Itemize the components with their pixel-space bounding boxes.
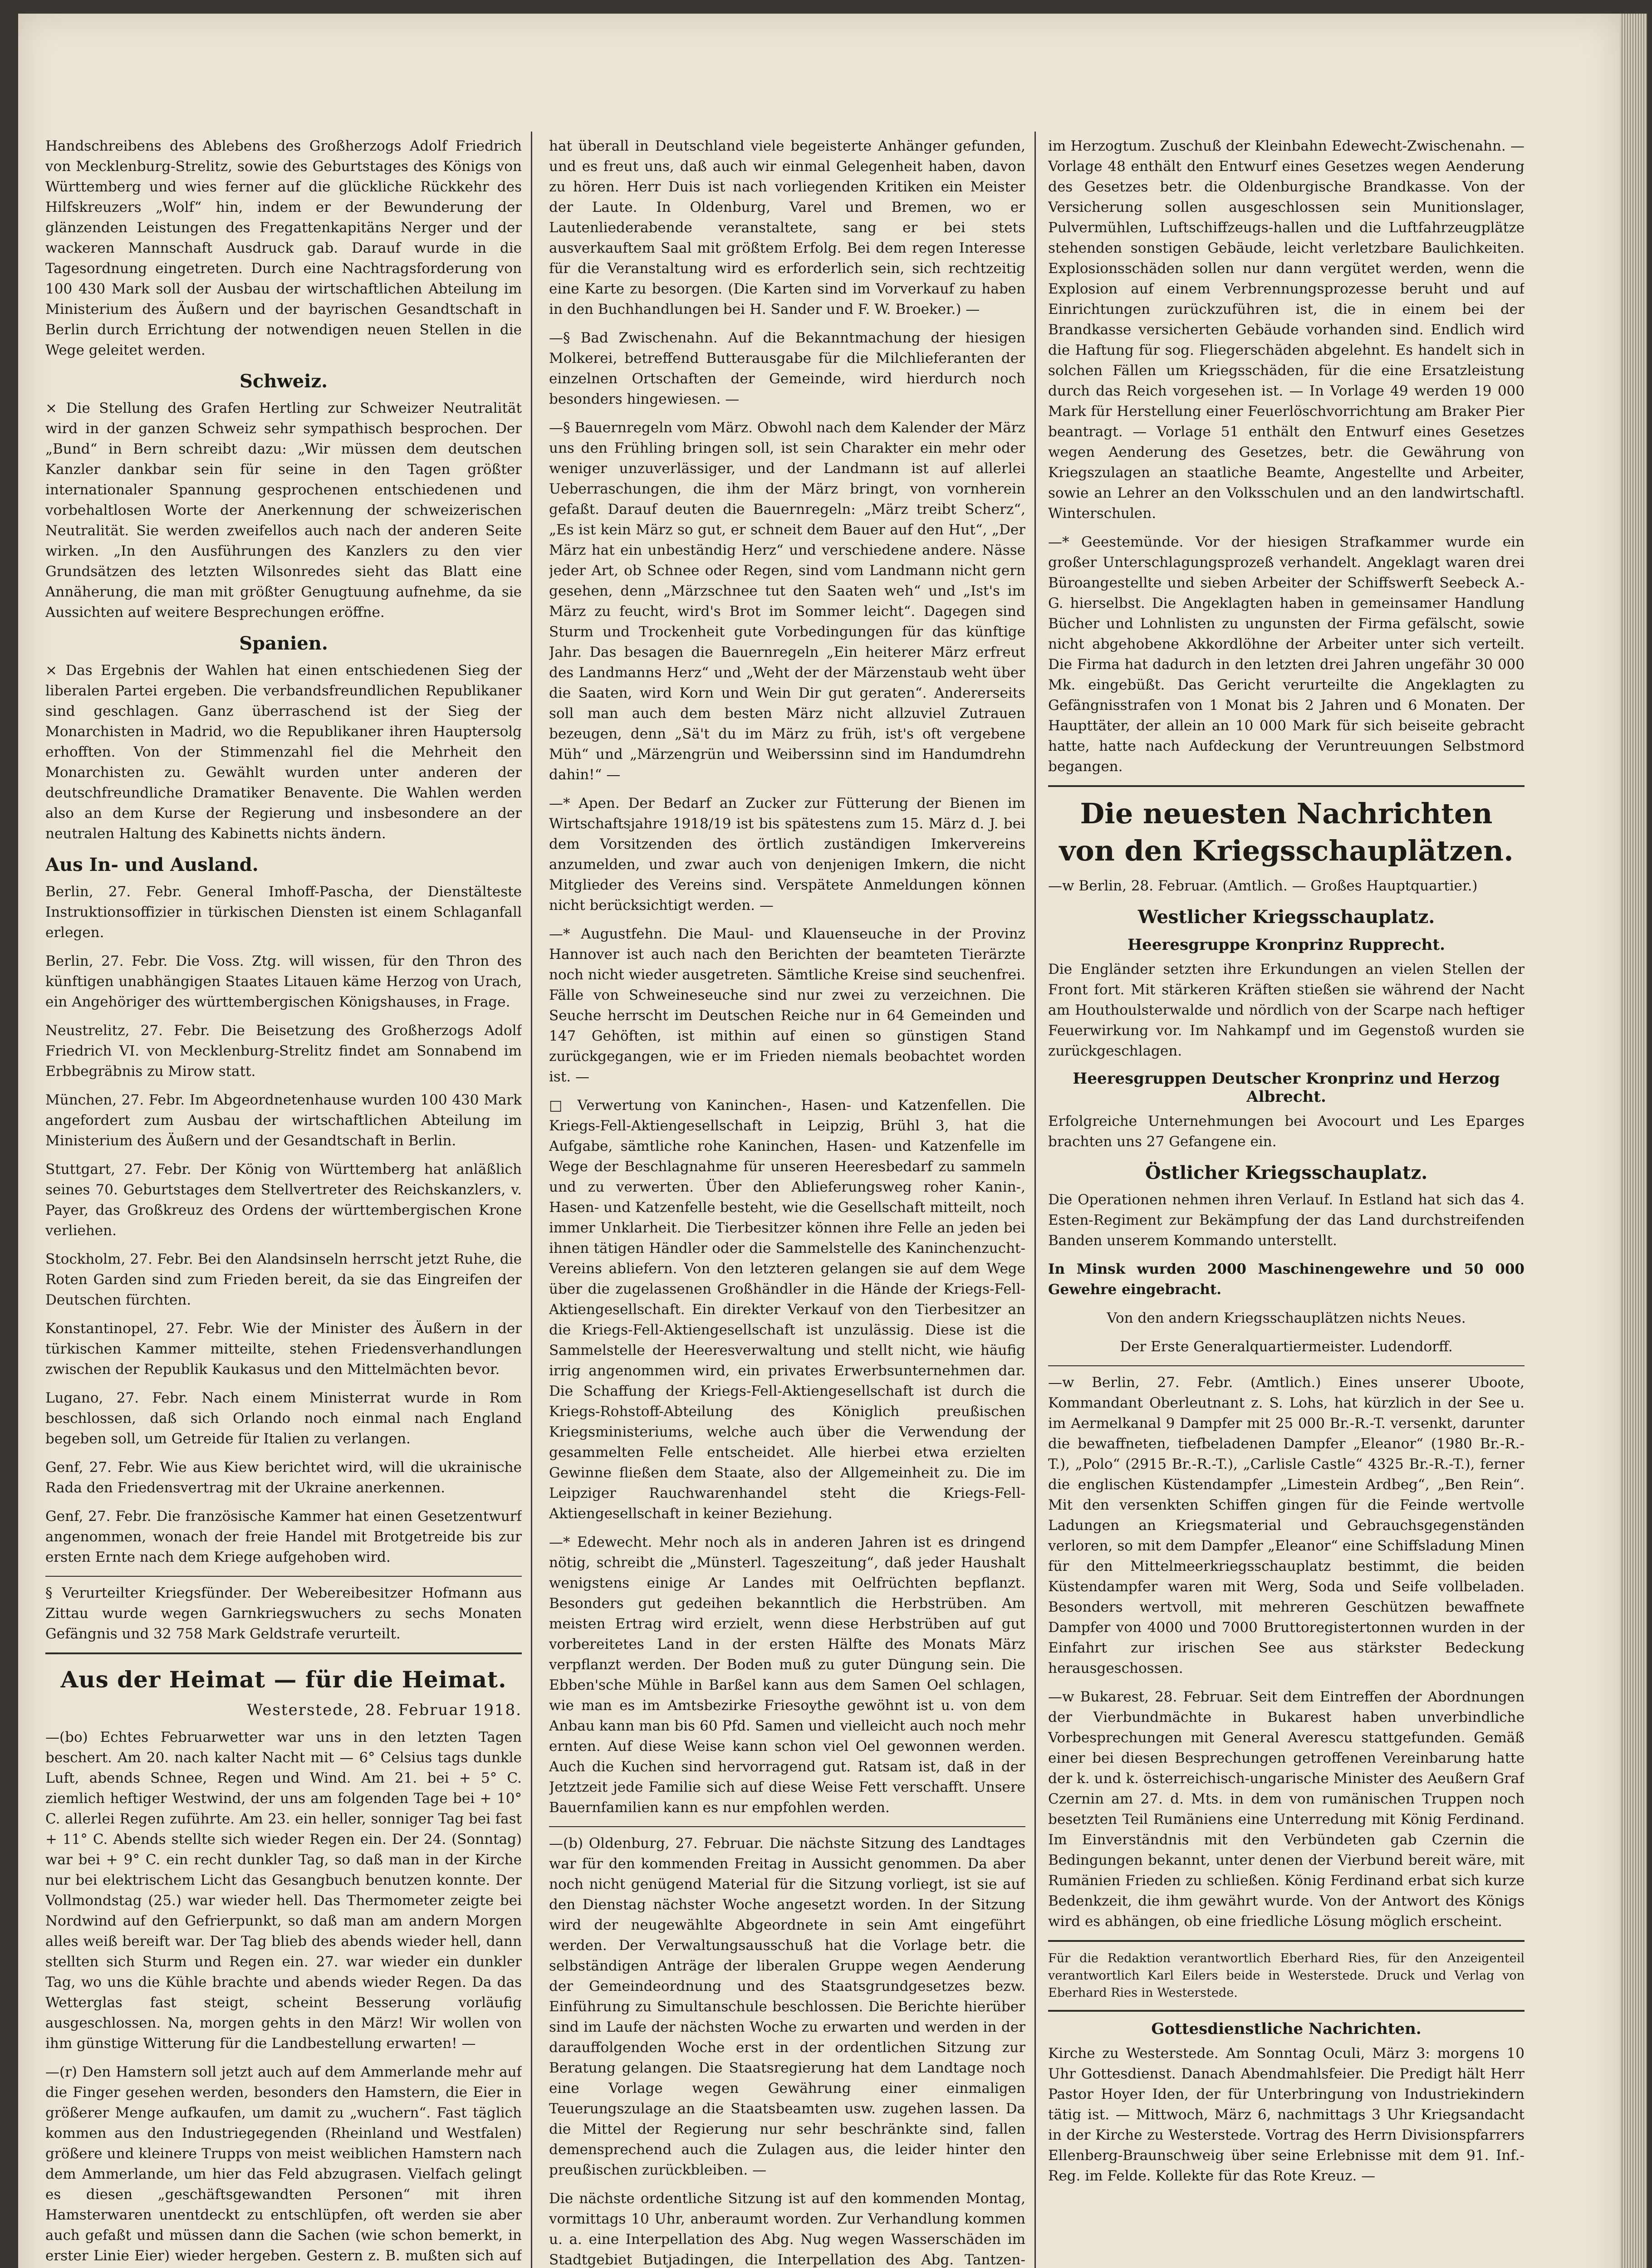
news-item: Berlin, 27. Febr. Die Voss. Ztg. will wissen, für den Thron des künftigen unabhängigen Staates Litauen käme Herzog von Urach, ein Angehöriger des württembergischen Königshauses, in Frage. — [45, 953, 522, 1010]
divider — [1048, 1365, 1525, 1366]
column-2 — [549, 136, 1025, 2268]
schweiz-heading: Schweiz. — [239, 371, 328, 392]
west-heading: Westlicher Kriegsschauplatz. — [1137, 906, 1435, 928]
column-rule — [531, 132, 532, 2268]
albrecht-paragraph: Erfolgreiche Unternehmungen bei Avocourt und Les Eparges brachten uns 27 Gefangene ein. — [1048, 1113, 1525, 1150]
divider — [1048, 1940, 1525, 1942]
war-news-heading: Die neuesten Nachrichten von den Kriegsschauplätzen. — [1059, 797, 1514, 867]
albrecht-heading: Heeresgruppen Deutscher Kronprinz und Herzog Albrecht. — [1073, 1070, 1500, 1106]
divider — [549, 1826, 1025, 1827]
news-item: Genf, 27. Febr. Die französische Kammer hat einen Gesetzentwurf angenommen, wonach der freie Handel mit Brotgetreide bis zur ersten Ernte nach dem Kriege aufgehoben wird. — [45, 1508, 522, 1565]
heimat-heading: Aus der Heimat — für die Heimat. — [60, 1666, 507, 1693]
local-item: Die nächste ordentliche Sitzung ist auf den kommenden Montag, vormittags 10 Uhr, anberaumt worden. Zur Verhandlung kommen u. a. eine Interpellation des Abg. Nug wegen Wasserschäden im Stadtgebiet Butjadingen, die Interpellation des Abg. Tantzen- — [549, 2190, 1025, 2268]
news-item: Berlin, 27. Febr. General Imhoff-Pascha, der Dienstälteste Instruktionsoffizier in türkischen Diensten ist einem Schlaganfall erlegen. — [45, 884, 522, 941]
news-item: Lugano, 27. Febr. Nach einem Ministerrat wurde in Rom beschlossen, daß sich Orlando noch einmal nach England begeben soll, um Getreide für Italien zu verlangen. — [45, 1390, 522, 1447]
heimat-paragraph: —(bo) Echtes Februarwetter war uns in den letzten Tagen beschert. Am 20. nach kalter Nacht mit — 6° Celsius tags dunkle Luft, abends Schnee, Regen und Wind. Am 21. bei + 5° C. ziemlich heftiger Westwind, der uns am folgenden Tage bei + 10° C. allerlei Regen zuführte. Am 23. ein heller, sonniger Tag bei fast + 11° C. Abends stellte sich wieder Regen ein. Der 24. (Sonntag) war bei + 9° C. ein recht dunkler Tag, so daß man in der Kirche nur bei elektrischem Licht das Gesangbuch benutzen konnte. Der Vollmondstag (25.) war wieder hell. Das Thermometer zeigte bei Nordwind auf den Gefrierpunkt, so daß man am andern Morgen alles weiß bereift war. Der Tag blieb des abends wieder hell, dann stellten sich Sturm und Regen ein. 27. war wieder ein dunkler Tag, wo uns die Kühle brachte und abends wieder Regen. Da das Wetterglas fast steigt, scheint Besserung vorläufig ausgeschlossen. Na, morgen gehts in den März! Wir wollen von ihm günstige Witterung für die Landbestellung erwarten! — — [45, 1729, 522, 2052]
column-3 — [1048, 136, 1525, 2195]
spanien-heading: Spanien. — [239, 633, 328, 654]
news-item: Konstantinopel, 27. Febr. Wie der Minister des Äußern in der türkischen Kammer mitteilte, stehen Friedensverhandlungen zwischen der Republik Kaukasus und den Mittelmächten bevor. — [45, 1320, 522, 1378]
andere-line: Von den andern Kriegsschauplätzen nichts Neues. — [1107, 1310, 1466, 1326]
minsk-paragraph: In Minsk wurden 2000 Maschinengewehre und 50 000 Gewehre eingebracht. — [1048, 1261, 1525, 1298]
intro-paragraph: Handschreibens des Ablebens des Großherzogs Adolf Friedrich von Mecklenburg-Strelitz, sowie des Geburtstages des Königs von Württemberg und wies ferner auf die glückliche Rückkehr des Hilfskreuzers „Wolf“ hin, indem er der Bewunderung der glänzenden Leistungen des Fregattenkapitäns Nerger und der wackeren Mannschaft Ausdruck gab. Darauf wurde in die Tagesordnung eingetreten. Durch eine Nachtragsforderung von 100 430 Mark soll der Ausbau der wirtschaftlichen Abteilung im Ministerium des Äußern und der bayrischen Gesandtschaft in Berlin durch Errichtung der notwendigen neuen Stellen in die Wege geleitet werden. — [45, 138, 522, 358]
rupprecht-heading: Heeresgruppe Kronprinz Rupprecht. — [1127, 936, 1445, 954]
inaus-heading: Aus In- und Ausland. — [45, 854, 259, 875]
uboote-paragraph: —w Berlin, 27. Febr. (Amtlich.) Eines unserer Uboote, Kommandant Oberleutnant z. S. Lohs, hat kürzlich in der See u. im Aermelkanal 9 Dampfer mit 25 000 Br.-R.-T. versenkt, darunter die bewaffneten, tiefbeladenen Dampfer „Eleanor“ (1980 Br.-R.-T.), „Polo“ (2915 Br.-R.-T.), „Carlisle Castle“ 4325 Br.-R.-T.), ferner die englischen Küstendampfer „Limestein Ardbeg“, „Ben Rein“. Mit den versenkten Schiffen gingen für die Feinde wertvolle Ladungen an Kriegsmaterial und Gebrauchsgegenständen verloren, so mit dem Dampfer „Eleanor“ eine Schiffsladung Minen für den Mittelmeerkriegsschauplatz bestimmt, die beiden Küstendampfer waren mit Werg, Soda und Seife vollbeladen. Besonders wertvoll, mit mehreren Geschützen bewaffnete Dampfer von 4000 und 7000 Bruttoregistertonnen wurden in der Einfahrt zur irischen See aus stärkster Bedeckung herausgeschossen. — [1048, 1374, 1525, 1677]
news-item: München, 27. Febr. Im Abgeordnetenhause wurden 100 430 Mark angefordert zum Ausbau der wirtschaftlichen Abteilung im Ministerium des Äußern und der Gesandtschaft in Berlin. — [45, 1092, 522, 1149]
heimat-paragraph: —(r) Den Hamstern soll jetzt auch auf dem Ammerlande mehr auf die Finger gesehen werden, besonders den Hamstern, die Eier in größerer Menge aufkaufen, um damit zu „wuchern“. Fast täglich kommen aus den Industriegegenden (Rheinland und Westfalen) größere und kleinere Trupps von meist weiblichen Hamstern nach dem Ammerlande, um hier das Feld abzugrasen. Vielfach gelingt es diesen „geschäftsgewandten Personen“ mit ihren Hamsterwaren unentdeckt zu entschlüpfen, oft werden sie aber auch gefaßt und müssen dann die Sachen (wie schon bemerkt, in erster Linie Eier) wieder hergeben. Gestern z. B. mußten sich auf — [45, 2064, 522, 2264]
continued-paragraph: im Herzogtum. Zuschuß der Kleinbahn Edewecht-Zwischenahn. — Vorlage 48 enthält den Entwurf eines Gesetzes wegen Aenderung des Gesetzes betr. die Oldenburgische Brandkasse. Von der Versicherung sollen ausgeschlossen sein Munitionslager, Pulvermühlen, Luftschiffzeugs-hallen und die Luftfahrzeugplätze stehenden sonstigen Gebäude, leicht verletzbare Baulichkeiten. Explosionsschäden sollen nur dann vergütet werden, wenn die Explosion auf einem Verbrennungsprozesse beruht und auf Einrichtungen zurückzuführen ist, die in einem bei der Brandkasse versicherten Gebäude vorhanden sind. Endlich wird die Haftung für sog. Fliegerschäden abgelehnt. Es handelt sich in solchen Fällen um Kriegsschäden, für die eine Ersatzleistung durch das Reich vorgesehen ist. — In Vorlage 49 werden 19 000 Mark für Herstellung einer Feuerlöschvorrichtung am Braker Pier beantragt. — Vorlage 51 enthält den Entwurf eines Gesetzes wegen Aenderung des Gesetzes, betr. die Gewährung von Kriegszulagen an staatliche Beamte, Angestellte und Arbeiter, sowie an Lehrer an den Volksschulen und an den landwirtschaftl. Winterschulen. — [1048, 138, 1525, 522]
wtb-line: —w Berlin, 28. Februar. (Amtlich. — Großes Hauptquartier.) — [1048, 878, 1478, 894]
news-item: Neustrelitz, 27. Febr. Die Beisetzung des Großherzogs Adolf Friedrich VI. von Mecklenburg-Strelitz findet am Sonnabend im Erbbegräbnis zu Mirow statt. — [45, 1022, 522, 1080]
local-item: —* Augustfehn. Die Maul- und Klauenseuche in der Provinz Hannover ist auch nach den Berichten der beamteten Tierärzte noch nicht wieder ausgetreten. Sämtliche Kreise sind seuchenfrei. Fälle von Schweineseuche sind nur zwei zu verzeichnen. Die Seuche herrscht im Deutschen Reiche nur in 64 Gemeinden und 147 Gehöften, ist mithin auf einen so günstigen Stand zurückgegangen, wie er im Frieden niemals beobachtet worden ist. — — [549, 926, 1025, 1085]
divider — [1048, 2010, 1525, 2012]
ost-paragraph: Die Operationen nehmen ihren Verlauf. In Estland hat sich das 4. Esten-Regiment zur Bekämpfung der das Land durchstreifenden Banden unserem Kommando unterstellt. — [1048, 1192, 1525, 1249]
gottesdienst-paragraph: Kirche zu Westerstede. Am Sonntag Oculi, März 3: morgens 10 Uhr Gottesdienst. Danach Abendmahlsfeier. Die Predigt hält Herr Pastor Hoyer Iden, der für Unterbringung von Industriekindern tätig ist. — Mittwoch, März 6, nachmittags 3 Uhr Kriegsandacht in der Kirche zu Westerstede. Vortrag des Herrn Divisionspfarrers Ellenberg-Braunschweig über seine Erlebnisse mit dem 91. Inf.-Reg. im Felde. Kollekte für das Rote Kreuz. — — [1048, 2045, 1525, 2184]
rupprecht-paragraph: Die Engländer setzten ihre Erkundungen an vielen Stellen der Front fort. Mit stärkeren Kräften stießen sie während der Nacht am Houthoulsterwalde und nördlich von der Scarpe nach heftiger Feuerwirkung vor. Im Nahkampf und im Gegenstoß wurden sie zurückgeschlagen. — [1048, 961, 1525, 1059]
local-item: —(b) Oldenburg, 27. Februar. Die nächste Sitzung des Landtages war für den kommenden Freitag in Aussicht genommen. Da aber noch nicht genügend Material für die Sitzung vorliegt, ist sie auf den Dienstag nächster Woche angesetzt worden. In der Sitzung wird der neugewählte Abgeordnete in sein Amt eingeführt werden. Der Verwaltungsausschuß hat die Vorlage betr. die selbständigen Anträge der liberalen Gruppe wegen Aenderung der Gemeindeordnung und des Staatsgrundgesetzes bezw. Einführung zu Simultanschule beschlossen. Die Berichte hierüber sind im Laufe der nächsten Woche zu erwarten und werden in der darauffolgenden Woche erst in der ordentlichen Sitzung zur Beratung gelangen. Die Staatsregierung hat dem Landtage noch eine Vorlage wegen Gewährung einer einmaligen Teuerungszulage an die Staatsbeamten usw. zugehen lassen. Da die Mittel der Regierung nur sehr beschränkte sind, fallen demensprechend auch die Zulagen aus, die leider hinter den preußischen zurückbleiben. — — [549, 1835, 1025, 2178]
divider — [1048, 785, 1525, 787]
dateline: Westerstede, 28. Februar 1918. — [247, 1701, 522, 1719]
news-item: Stockholm, 27. Febr. Bei den Alandsinseln herrscht jetzt Ruhe, die Roten Garden sind zum Frieden bereit, da sie das Eingreifen der Deutschen fürchten. — [45, 1251, 522, 1308]
ost-heading: Östlicher Kriegsschauplatz. — [1145, 1162, 1428, 1183]
page-edge — [1620, 14, 1647, 2268]
local-item: —§ Bad Zwischenahn. Auf die Bekanntmachung der hiesigen Molkerei, betreffend Butterausgabe für die Milchlieferanten der einzelnen Ortschaften der Gemeinde, wird hierdurch noch besonders hingewiesen. — — [549, 330, 1025, 407]
divider — [45, 1576, 522, 1577]
local-item: —* Edewecht. Mehr noch als in anderen Jahren ist es dringend nötig, schreibt die „Münsterl. Tageszeitung“, daß jeder Haushalt wenigstens einige Ar Landes mit Oelfrüchten bepflanzt. Besonders gut gedeihen bekanntlich die Herbstrüben. Am meisten Ertrag wird erzielt, wenn diese Herbstrüben auf gut vorbereitetes Land in der ersten Hälfte des Monats März verpflanzt werden. Der Boden muß zu guter Düngung sein. Die Ebben'sche Mühle in Barßel kann aus dem Samen Oel schlagen, wie man es im Amtsbezirke Friesoythe gewöhnt ist u. von dem Anbau kann man bis 60 Pfd. Samen und vielleicht auch noch mehr ernten. Auf diese Weise kann schon viel Oel gewonnen werden. Auch die Kuchen sind hervorragend gut. Ratsam ist, daß in der Jetztzeit jede Familie sich auf diese Weise Fett verschafft. Unsere Bauernfamilien kann es nur empfohlen werden. — [549, 1534, 1025, 1816]
divider — [45, 1652, 522, 1654]
continued-paragraph: hat überall in Deutschland viele begeisterte Anhänger gefunden, und es freut uns, daß auch wir einmal Gelegenheit haben, davon zu hören. Herr Duis ist nach vorliegenden Kritiken ein Meister der Laute. In Oldenburg, Varel und Bremen, wo er Lautenliederabende veranstaltete, sang er bei stets ausverkauftem Saal mit größtem Erfolg. Bei dem regen Interesse für die Veranstaltung wird es erforderlich sein, sich rechtzeitig eine Karte zu besorgen. (Die Karten sind im Vorverkauf zu haben in den Buchhandlungen bei H. Sander und F. W. Broeker.) — — [549, 138, 1025, 318]
newspaper-page — [18, 14, 1620, 2268]
local-item: □ Verwertung von Kaninchen-, Hasen- und Katzenfellen. Die Kriegs-Fell-Aktiengesellschaft in Leipzig, Brühl 3, hat die Aufgabe, sämtliche rohe Kaninchen, Hasen- und Katzenfelle im Wege der Beschlagnahme für unseren Heeresbedarf zu sammeln und zu verwerten. Über den Ablieferungsweg roher Kanin-, Hasen- und Katzenfelle besteht, wie die Gesellschaft mitteilt, noch immer Unklarheit. Die Tierbesitzer können ihre Felle an jeden bei ihnen tätigen Händler oder die Sammelstelle des Kaninchenzucht-Vereins abliefern. Von den letzteren gelangen sie auf dem Wege über die zugelassenen Großhändler in die Hände der Kriegs-Fell-Aktiengesellschaft. Ein direkter Verkauf von den Tierbesitzer an die Kriegs-Fell-Aktiengesellschaft ist unzulässig. Diese ist die Sammelstelle der Heeresverwaltung und stellt nicht, wie häufig irrig angenommen wird, ein privates Erwerbsunternehmen dar. Die Schaffung der Kriegs-Fell-Aktiengesellschaft ist durch die Kriegs-Rohstoff-Abteilung des Königlich preußischen Kriegsministeriums, welche auch über die Verwendung der gesammelten Felle entscheidet. Alle hierbei etwa erzielten Gewinne fließen dem Staate, also der Allgemeinheit zu. Die im Leipziger Rauchwarenhandel steht die Kriegs-Fell-Aktiengesellschaft in keiner Beziehung. — [549, 1097, 1025, 1522]
gottesdienst-heading: Gottesdienstliche Nachrichten. — [1151, 2020, 1422, 2038]
imprint: Für die Redaktion verantwortlich Eberhard Ries, für den Anzeigenteil verantwortlich Karl Eilers beide in Westerstede. Druck und Verlag von Eberhard Ries in Westerstede. — [1048, 1951, 1525, 2000]
verurteilt-paragraph: § Verurteilter Kriegsfünder. Der Webereibesitzer Hofmann aus Zittau wurde wegen Garnkriegswuchers zu sechs Monaten Gefängnis und 32 758 Mark Geldstrafe verurteilt. — [45, 1585, 522, 1642]
local-item: —§ Bauernregeln vom März. Obwohl nach dem Kalender der März uns den Frühling bringen soll, ist sein Charakter ein mehr oder weniger unzuverlässiger, und der Landmann ist auf allerlei Ueberraschungen, die ihm der März bringt, von vornherein gefaßt. Darauf deuten die Bauernregeln: „März treibt Scherz“, „Es ist kein März so gut, er schneit dem Bauer auf den Hut“, „Der März hat ein unbeständig Herz“ und verschiedene andere. Nässe jeder Art, ob Schnee oder Regen, sind vom Landmann nicht gern gesehen, denn „Märzschnee tut den Saaten weh“ und „Ist's im März zu feucht, wird's Brot im Sommer leicht“. Dagegen sind Sturm und Trockenheit gute Vorbedingungen für das künftige Jahr. Das besagen die Bauernregeln „Ein heiterer März erfreut des Landmanns Herz“ und „Weht der der Märzenstaub weht über die Saaten, wird Korn und Wein Dir gut geraten“. Andererseits soll man auch dem besten März nicht allzuviel Zutrauen bezeugen, denn „Sä't du im März zu früh, ist's oft vergebene Müh“ und „Märzengrün und Weiberssinn sind im Handumdrehn dahin!“ — — [549, 420, 1025, 783]
column-1 — [45, 136, 522, 2268]
spanien-paragraph: × Das Ergebnis der Wahlen hat einen entschiedenen Sieg der liberalen Partei ergeben. Die verbandsfreundlichen Republikaner sind geschlagen. Ganz überraschend ist der Sieg der Monarchisten in Madrid, wo die Republikaner ihren Hauptersolg erhofften. Von der Stimmenzahl fiel die Mehrheit den Monarchisten zu. Gewählt wurden unter anderen der deutschfreundliche Dramatiker Benavente. Die Wahlen werden also an dem Kurse der Regierung und insbesondere an der neutralen Haltung des Kabinetts nichts ändern. — [45, 662, 522, 842]
news-item: Genf, 27. Febr. Wie aus Kiew berichtet wird, will die ukrainische Rada den Friedensvertrag mit der Ukraine anerkennen. — [45, 1459, 522, 1496]
bukarest-paragraph: —w Bukarest, 28. Februar. Seit dem Eintreffen der Abordnungen der Vierbundmächte in Bukarest haben unverbindliche Vorbesprechungen mit General Averescu stattgefunden. Gemäß einer bei diesen Besprechungen getroffenen Vereinbarung hatte der k. und k. österreichisch-ungarische Minister des Aeußern Graf Czernin am 27. d. Mts. in dem von rumänischen Truppen noch besetzten Teil Rumäniens eine Unterredung mit König Ferdinand. Im Einverständnis mit den Verbündeten gab Czernin die Bedingungen bekannt, unter denen der Vierbund bereit wäre, mit Rumänien Frieden zu schließen. König Ferdinand erbat sich kurze Bedenkzeit, die ihm gewährt wurde. Von der Antwort des Königs wird es abhängen, ob eine friedliche Lösung möglich erscheint. — [1048, 1689, 1525, 1930]
signature-line: Der Erste Generalquartiermeister. Ludendorff. — [1120, 1339, 1453, 1355]
news-item: Stuttgart, 27. Febr. Der König von Württemberg hat anläßlich seines 70. Geburtstages dem Stellvertreter des Reichskanzlers, v. Payer, das Großkreuz des Ordens der württembergischen Krone verliehen. — [45, 1161, 522, 1239]
geestemuende-paragraph: —* Geestemünde. Vor der hiesigen Strafkammer wurde ein großer Unterschlagungsprozeß verhandelt. Angeklagt waren drei Büroangestellte und sieben Arbeiter der Schiffswerft Seebeck A.-G. hierselbst. Die Angeklagten haben in gemeinsamer Handlung Bücher und Lohnlisten zu ungunsten der Firma gefälscht, sowie nicht abgehobene Akkordlöhne der Arbeiter unter sich verteilt. Die Firma hat dadurch in den letzten drei Jahren ungefähr 30 000 Mk. eingebüßt. Das Gericht verurteilte die Angeklagten zu Gefängnisstrafen von 1 Monat bis 2 Jahren und 6 Monaten. Der Haupttäter, der allein an 10 000 Mark für sich beiseite gebracht hatte, hatte nach Aufdeckung der Veruntreuungen Selbstmord begangen. — [1048, 534, 1525, 775]
local-item: —* Apen. Der Bedarf an Zucker zur Fütterung der Bienen im Wirtschaftsjahre 1918/19 ist bis spätestens zum 15. März d. J. bei dem Vorsitzenden des örtlich zuständigen Imkervereins anzumelden, und zwar auch von denjenigen Imkern, die nicht Mitglieder des Vereins sind. Verspätete Anmeldungen können nicht berücksichtigt werden. — — [549, 795, 1025, 914]
column-rule — [1034, 132, 1036, 2268]
schweiz-paragraph: × Die Stellung des Grafen Hertling zur Schweizer Neutralität wird in der ganzen Schweiz sehr sympathisch besprochen. Der „Bund“ in Bern schreibt dazu: „Wir müssen dem deutschen Kanzler dankbar sein für seine in den Tagen größter internationaler Spannung gesprochenen entschiedenen und vorbehaltlosen Worte der Anerkennung der schweizerischen Neutralität. Sie werden zweifellos auch nach der anderen Seite wirken. „In den Ausführungen des Kanzlers zu den vier Grundsätzen des letzten Wilsonredes sieht das Blatt eine Annäherung, die man mit größter Genugtuung aufnehme, da sie Aussichten auf weitere Besprechungen eröffne. — [45, 400, 522, 621]
